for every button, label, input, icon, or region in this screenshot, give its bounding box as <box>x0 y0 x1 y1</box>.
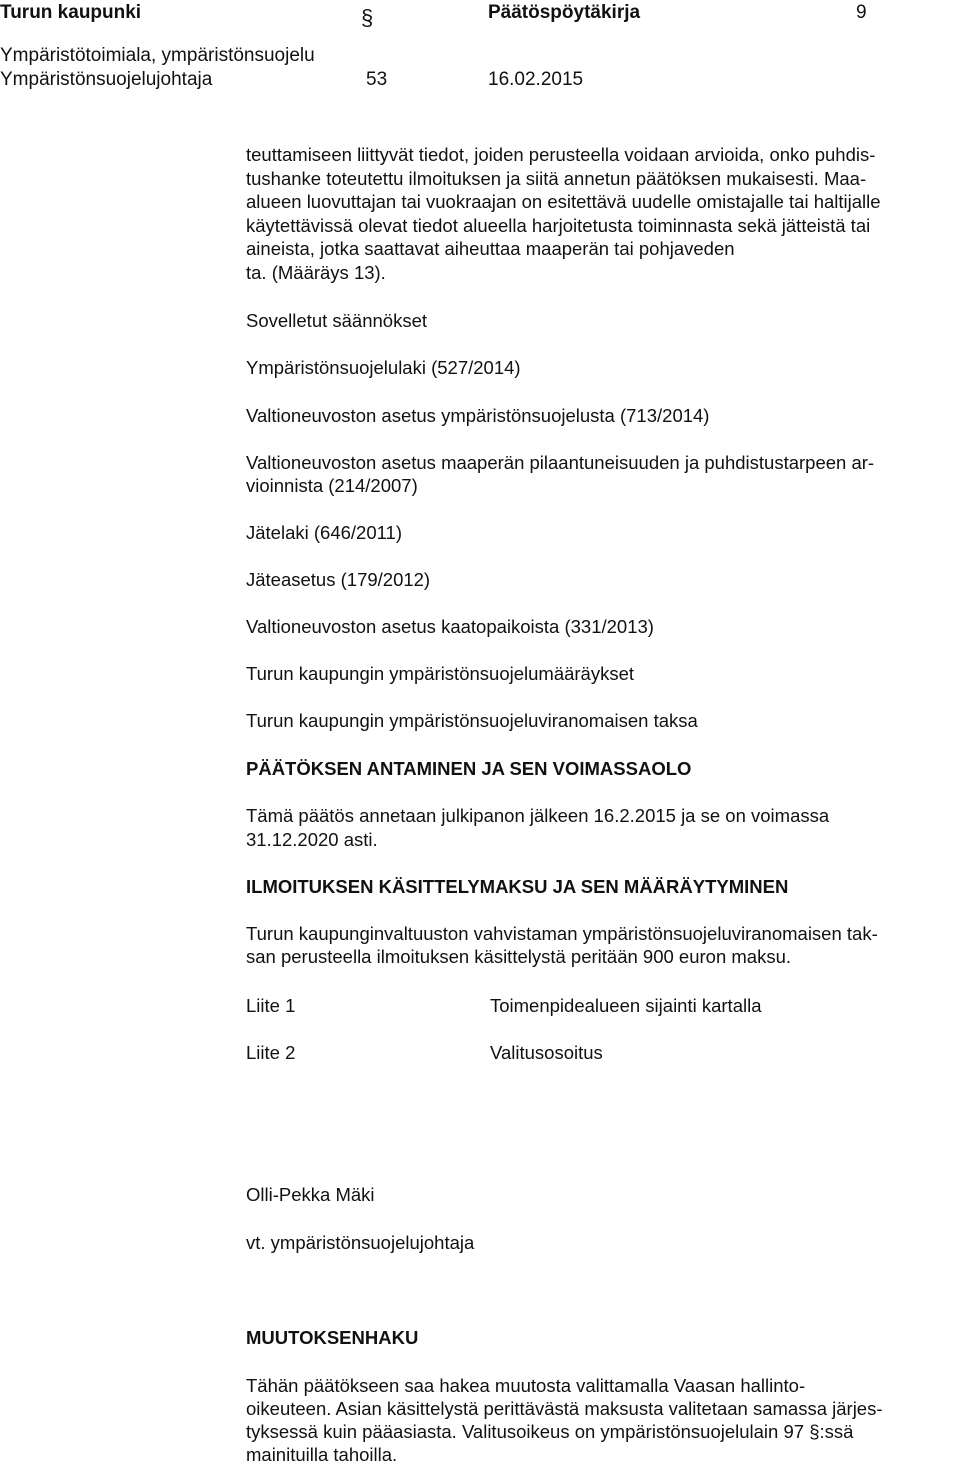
rule-item-continuation: vioinnista (214/2007) <box>246 475 418 496</box>
appeal-line: tyksessä kuin pääasiasta. Valitusoikeus on ympäristönsuojelulain 97 §:ssä <box>246 1421 854 1442</box>
header-case-number: 53 <box>366 69 388 90</box>
rule-item: Turun kaupungin ympäristönsuojelumääräykset <box>246 663 635 684</box>
rule-item: Jätelaki (646/2011) <box>246 522 402 543</box>
fee-line: san perusteella ilmoituksen käsittelystä peritään 900 euron maksu. <box>246 946 792 967</box>
attachment-label: Liite 1 <box>246 995 296 1016</box>
section-sign-icon <box>359 4 375 30</box>
appeal-line: mainituilla tahoilla. <box>246 1444 398 1465</box>
rule-item: Turun kaupungin ympäristönsuojeluviranomaisen taksa <box>246 710 698 731</box>
appeal-line: Tähän päätökseen saa hakea muutosta valittamalla Vaasan hallinto- <box>246 1375 806 1396</box>
intro-line: teuttamiseen liittyvät tiedot, joiden perusteella voidaan arvioida, onko puhdis- <box>246 144 876 165</box>
intro-paragraph <box>246 143 946 284</box>
intro-line: aineista, jotka saattavat aiheuttaa maaperän tai pohjaveden <box>246 238 735 259</box>
svg-text:§: § <box>361 5 374 30</box>
header-date: 16.02.2015 <box>488 69 584 90</box>
validity-line: 31.12.2020 asti. <box>246 829 378 850</box>
validity-line: Tämä päätös annetaan julkipanon jälkeen 16.2.2015 ja se on voimassa <box>246 805 830 826</box>
rule-item: Valtioneuvoston asetus maaperän pilaantuneisuuden ja puhdistustarpeen ar- <box>246 452 875 473</box>
rule-item: Jäteasetus (179/2012) <box>246 569 431 590</box>
signer-name: Olli-Pekka Mäki <box>246 1184 375 1205</box>
header-org: Turun kaupunki <box>0 2 142 23</box>
rule-item: Ympäristönsuojelulaki (527/2014) <box>246 357 521 378</box>
appeal-line: oikeuteen. Asian käsittelystä perittävästä maksusta valitetaan samassa järjes- <box>246 1398 883 1419</box>
rule-item: Valtioneuvoston asetus kaatopaikoista (331/2013) <box>246 616 654 637</box>
attachment-title: Toimenpidealueen sijainti kartalla <box>490 995 762 1016</box>
attachment-label: Liite 2 <box>246 1042 296 1063</box>
signer-title: vt. ympäristönsuojelujohtaja <box>246 1232 475 1253</box>
applied-rules-title: Sovelletut säännökset <box>246 310 428 331</box>
attachment-title: Valitusosoitus <box>490 1042 603 1063</box>
intro-line: käytettävissä olevat tiedot alueella harjoitetusta toiminnasta sekä jätteistä tai <box>246 214 871 236</box>
header-department: Ympäristötoimiala, ympäristönsuojelu <box>0 45 315 66</box>
header-page-number: 9 <box>856 2 867 23</box>
appeal-heading: MUUTOKSENHAKU <box>246 1327 419 1348</box>
intro-line: ta. (Määräys 13). <box>246 261 386 283</box>
fee-heading: ILMOITUKSEN KÄSITTELYMAKSU JA SEN MÄÄRÄYTYMINEN <box>246 876 789 897</box>
header-role: Ympäristönsuojelujohtaja <box>0 69 213 90</box>
rule-item: Valtioneuvoston asetus ympäristönsuojelusta (713/2014) <box>246 405 710 426</box>
intro-line: alueen luovuttajan tai vuokraajan on esitettävä uudelle omistajalle tai haltijalle <box>246 191 881 212</box>
validity-heading: PÄÄTÖKSEN ANTAMINEN JA SEN VOIMASSAOLO <box>246 758 692 779</box>
intro-line: tushanke toteutettu ilmoituksen ja siitä annetun päätöksen mukaisesti. Maa- <box>246 167 867 189</box>
header-doc-type: Päätöspöytäkirja <box>488 2 641 23</box>
fee-line: Turun kaupunginvaltuuston vahvistaman ympäristönsuojeluviranomaisen tak- <box>246 923 878 944</box>
